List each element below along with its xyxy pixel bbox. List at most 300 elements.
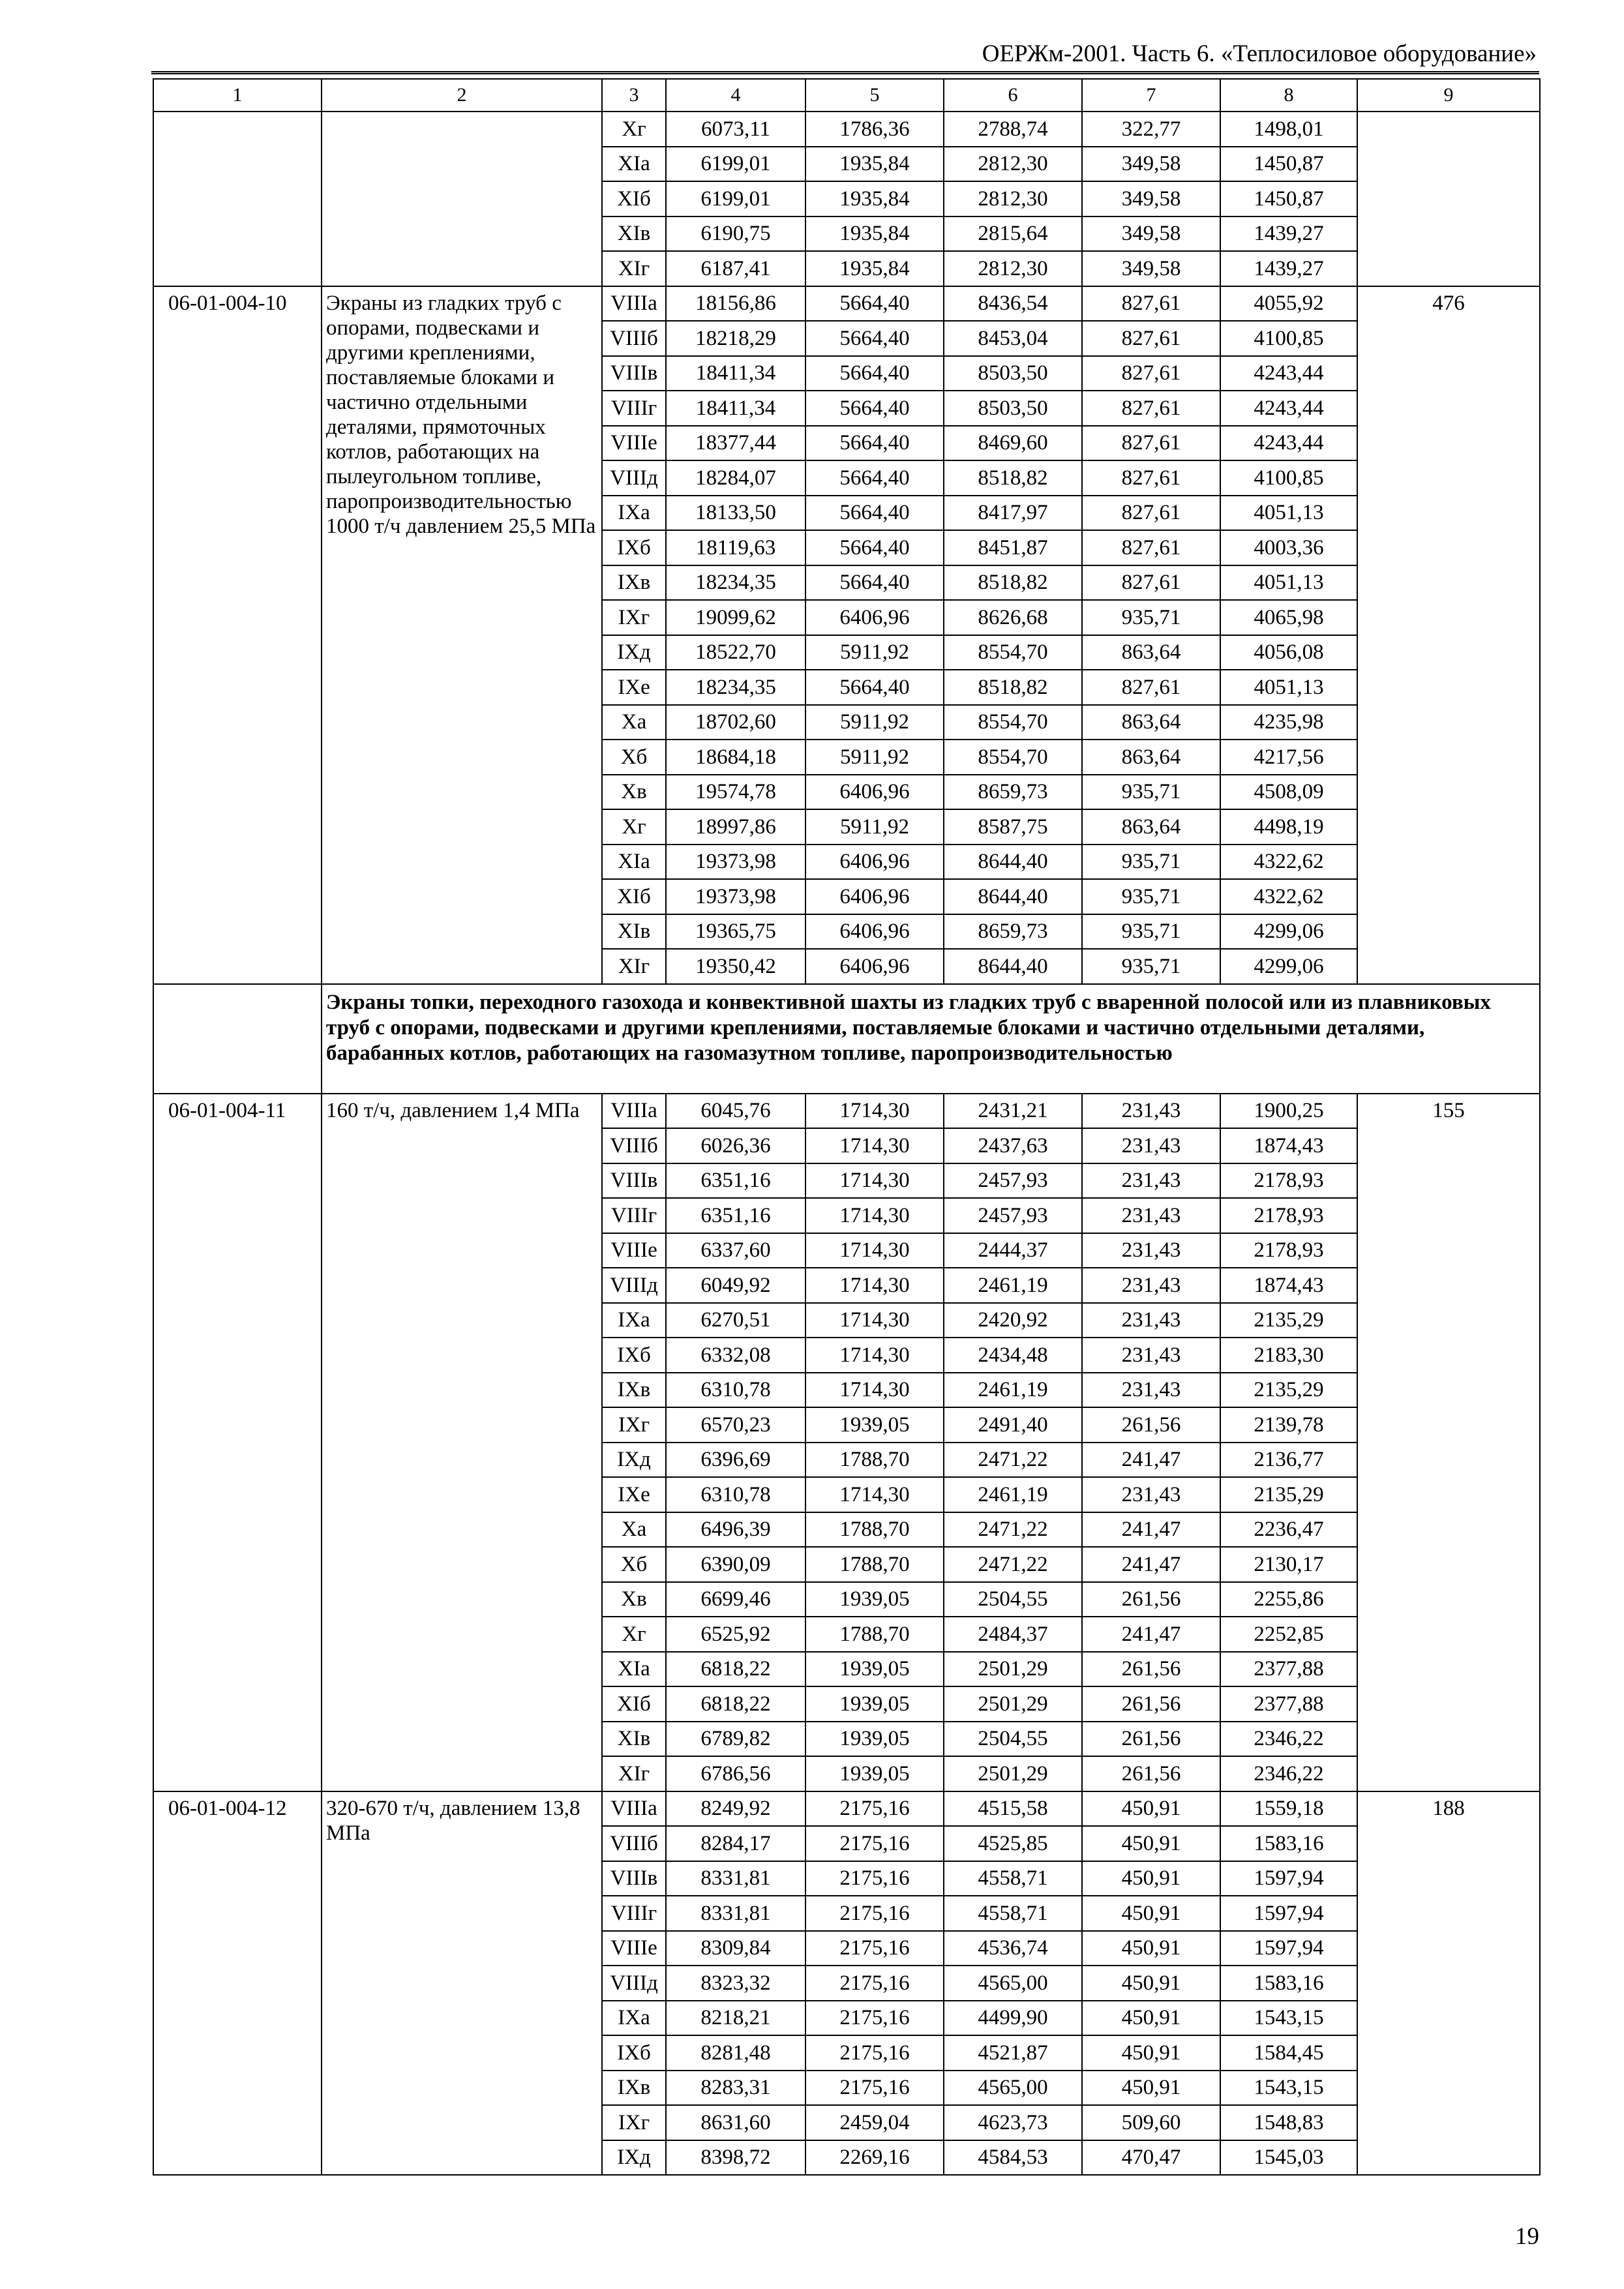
value-cell: 1714,30	[805, 1268, 944, 1303]
value-cell: 6406,96	[805, 914, 944, 950]
value-cell: 827,61	[1082, 565, 1220, 601]
zone-cell: IXб	[602, 2035, 666, 2071]
value-cell: 5664,40	[805, 426, 944, 461]
value-cell: 1939,05	[805, 1407, 944, 1443]
value-cell: 2420,92	[944, 1303, 1082, 1338]
value-cell: 8503,50	[944, 391, 1082, 426]
value-cell: 8281,48	[666, 2035, 805, 2071]
value-cell: 1786,36	[805, 112, 944, 147]
value-cell: 2178,93	[1220, 1198, 1357, 1233]
zone-cell: IXв	[602, 1373, 666, 1408]
value-cell: 1788,70	[805, 1617, 944, 1652]
value-cell: 4100,85	[1220, 321, 1357, 356]
value-cell: 1939,05	[805, 1686, 944, 1722]
value-cell: 6406,96	[805, 879, 944, 914]
zone-cell: XIб	[602, 181, 666, 217]
zone-cell: IXe	[602, 1477, 666, 1512]
value-cell: 2346,22	[1220, 1756, 1357, 1791]
value-cell: 450,91	[1082, 1966, 1220, 2001]
value-cell: 1450,87	[1220, 147, 1357, 182]
value-cell: 1498,01	[1220, 112, 1357, 147]
value-cell: 450,91	[1082, 1931, 1220, 1966]
value-cell: 2501,29	[944, 1652, 1082, 1687]
value-cell: 6406,96	[805, 845, 944, 880]
page-header	[151, 38, 1539, 74]
item-code	[153, 112, 322, 286]
value-cell: 2178,93	[1220, 1163, 1357, 1199]
value-cell: 231,43	[1082, 1338, 1220, 1373]
item-total: 155	[1357, 1094, 1540, 1791]
value-cell: 5911,92	[805, 705, 944, 740]
zone-cell: VIIIa	[602, 286, 666, 322]
value-cell: 2471,22	[944, 1443, 1082, 1478]
value-cell: 18684,18	[666, 740, 805, 775]
value-cell: 1935,84	[805, 217, 944, 252]
value-cell: 2461,19	[944, 1268, 1082, 1303]
value-cell: 4623,73	[944, 2105, 1082, 2140]
zone-cell: IXг	[602, 2105, 666, 2140]
value-cell: 4565,00	[944, 2071, 1082, 2106]
zone-cell: VIIIб	[602, 1826, 666, 1861]
value-cell: 6786,56	[666, 1756, 805, 1791]
value-cell: 2175,16	[805, 1896, 944, 1931]
table-body	[153, 79, 1540, 2175]
column-number: 8	[1220, 79, 1357, 112]
value-cell: 1714,30	[805, 1198, 944, 1233]
value-cell: 231,43	[1082, 1268, 1220, 1303]
value-cell: 5911,92	[805, 635, 944, 670]
value-cell: 6073,11	[666, 112, 805, 147]
page-number: 19	[1515, 2223, 1539, 2250]
zone-cell: Xг	[602, 809, 666, 845]
value-cell: 1543,15	[1220, 2071, 1357, 2106]
value-cell: 5664,40	[805, 565, 944, 601]
value-cell: 2175,16	[805, 1861, 944, 1896]
value-cell: 261,56	[1082, 1407, 1220, 1443]
value-cell: 5911,92	[805, 809, 944, 845]
value-cell: 6310,78	[666, 1373, 805, 1408]
value-cell: 6337,60	[666, 1233, 805, 1268]
value-cell: 8518,82	[944, 460, 1082, 496]
value-cell: 6187,41	[666, 251, 805, 286]
value-cell: 6310,78	[666, 1477, 805, 1512]
value-cell: 18119,63	[666, 530, 805, 565]
value-cell: 863,64	[1082, 635, 1220, 670]
value-cell: 349,58	[1082, 181, 1220, 217]
value-cell: 4525,85	[944, 1826, 1082, 1861]
value-cell: 6390,09	[666, 1547, 805, 1582]
value-cell: 2815,64	[944, 217, 1082, 252]
value-cell: 1939,05	[805, 1756, 944, 1791]
value-cell: 19099,62	[666, 600, 805, 635]
value-cell: 349,58	[1082, 147, 1220, 182]
value-cell: 2255,86	[1220, 1582, 1357, 1617]
zone-cell: VIIIв	[602, 1163, 666, 1199]
value-cell: 1874,43	[1220, 1128, 1357, 1163]
zone-cell: Xг	[602, 1617, 666, 1652]
value-cell: 2461,19	[944, 1373, 1082, 1408]
value-cell: 4051,13	[1220, 670, 1357, 705]
value-cell: 2346,22	[1220, 1722, 1357, 1757]
value-cell: 349,58	[1082, 251, 1220, 286]
value-cell: 18522,70	[666, 635, 805, 670]
value-cell: 1597,94	[1220, 1896, 1357, 1931]
value-cell: 2236,47	[1220, 1512, 1357, 1548]
value-cell: 2178,93	[1220, 1233, 1357, 1268]
value-cell: 261,56	[1082, 1756, 1220, 1791]
value-cell: 8249,92	[666, 1791, 805, 1827]
value-cell: 5664,40	[805, 460, 944, 496]
column-number: 6	[944, 79, 1082, 112]
value-cell: 322,77	[1082, 112, 1220, 147]
value-cell: 6351,16	[666, 1163, 805, 1199]
value-cell: 1439,27	[1220, 251, 1357, 286]
value-cell: 1900,25	[1220, 1094, 1357, 1129]
value-cell: 2471,22	[944, 1547, 1082, 1582]
value-cell: 8626,68	[944, 600, 1082, 635]
value-cell: 1939,05	[805, 1722, 944, 1757]
value-cell: 1788,70	[805, 1547, 944, 1582]
value-cell: 4536,74	[944, 1931, 1082, 1966]
table-row	[153, 1791, 1540, 1827]
value-cell: 4558,71	[944, 1861, 1082, 1896]
value-cell: 8453,04	[944, 321, 1082, 356]
section-spacer	[153, 984, 322, 1094]
value-cell: 261,56	[1082, 1722, 1220, 1757]
value-cell: 4499,90	[944, 2001, 1082, 2036]
value-cell: 4322,62	[1220, 879, 1357, 914]
column-number: 1	[153, 79, 322, 112]
value-cell: 1583,16	[1220, 1966, 1357, 2001]
value-cell: 4243,44	[1220, 356, 1357, 391]
value-cell: 2175,16	[805, 2001, 944, 2036]
value-cell: 2135,29	[1220, 1477, 1357, 1512]
value-cell: 18411,34	[666, 391, 805, 426]
value-cell: 6332,08	[666, 1338, 805, 1373]
value-cell: 6190,75	[666, 217, 805, 252]
value-cell: 5664,40	[805, 286, 944, 322]
value-cell: 8451,87	[944, 530, 1082, 565]
value-cell: 2812,30	[944, 181, 1082, 217]
value-cell: 19574,78	[666, 775, 805, 810]
zone-cell: VIIIe	[602, 1233, 666, 1268]
value-cell: 2788,74	[944, 112, 1082, 147]
value-cell: 8398,72	[666, 2140, 805, 2176]
value-cell: 4235,98	[1220, 705, 1357, 740]
zone-cell: VIIIб	[602, 321, 666, 356]
value-cell: 6049,92	[666, 1268, 805, 1303]
table-row	[153, 286, 1540, 322]
value-cell: 1874,43	[1220, 1268, 1357, 1303]
zone-cell: Xб	[602, 1547, 666, 1582]
zone-cell: XIa	[602, 147, 666, 182]
zone-cell: IXa	[602, 1303, 666, 1338]
zone-cell: VIIIг	[602, 1198, 666, 1233]
value-cell: 5664,40	[805, 496, 944, 531]
zone-cell: IXд	[602, 1443, 666, 1478]
value-cell: 6199,01	[666, 181, 805, 217]
value-cell: 827,61	[1082, 460, 1220, 496]
value-cell: 2175,16	[805, 1826, 944, 1861]
value-cell: 2484,37	[944, 1617, 1082, 1652]
value-cell: 18997,86	[666, 809, 805, 845]
value-cell: 8283,31	[666, 2071, 805, 2106]
value-cell: 8587,75	[944, 809, 1082, 845]
value-cell: 4243,44	[1220, 426, 1357, 461]
value-cell: 1714,30	[805, 1373, 944, 1408]
value-cell: 450,91	[1082, 2071, 1220, 2106]
value-cell: 6270,51	[666, 1303, 805, 1338]
value-cell: 2252,85	[1220, 1617, 1357, 1652]
value-cell: 5664,40	[805, 356, 944, 391]
value-cell: 5664,40	[805, 391, 944, 426]
column-number: 9	[1357, 79, 1540, 112]
value-cell: 231,43	[1082, 1198, 1220, 1233]
value-cell: 231,43	[1082, 1477, 1220, 1512]
column-number-row	[153, 79, 1540, 112]
value-cell: 4498,19	[1220, 809, 1357, 845]
value-cell: 2434,48	[944, 1338, 1082, 1373]
value-cell: 6818,22	[666, 1652, 805, 1687]
value-cell: 241,47	[1082, 1617, 1220, 1652]
value-cell: 1597,94	[1220, 1931, 1357, 1966]
item-total: 188	[1357, 1791, 1540, 2176]
value-cell: 8631,60	[666, 2105, 805, 2140]
value-cell: 935,71	[1082, 775, 1220, 810]
value-cell: 863,64	[1082, 705, 1220, 740]
column-number: 2	[322, 79, 602, 112]
zone-cell: IXг	[602, 600, 666, 635]
value-cell: 2139,78	[1220, 1407, 1357, 1443]
value-cell: 19365,75	[666, 914, 805, 950]
value-cell: 2471,22	[944, 1512, 1082, 1548]
value-cell: 2175,16	[805, 1931, 944, 1966]
zone-cell: Xa	[602, 705, 666, 740]
value-cell: 8309,84	[666, 1931, 805, 1966]
zone-cell: IXe	[602, 670, 666, 705]
value-cell: 1788,70	[805, 1443, 944, 1478]
value-cell: 827,61	[1082, 286, 1220, 322]
zone-cell: IXa	[602, 2001, 666, 2036]
zone-cell: XIa	[602, 845, 666, 880]
value-cell: 231,43	[1082, 1128, 1220, 1163]
value-cell: 8417,97	[944, 496, 1082, 531]
value-cell: 18133,50	[666, 496, 805, 531]
value-cell: 2130,17	[1220, 1547, 1357, 1582]
zone-cell: IXг	[602, 1407, 666, 1443]
value-cell: 2135,29	[1220, 1303, 1357, 1338]
value-cell: 2175,16	[805, 1966, 944, 2001]
item-total	[1357, 112, 1540, 286]
value-cell: 1788,70	[805, 1512, 944, 1548]
zone-cell: XIб	[602, 879, 666, 914]
value-cell: 2491,40	[944, 1407, 1082, 1443]
value-cell: 5911,92	[805, 740, 944, 775]
section-row	[153, 984, 1540, 1094]
value-cell: 827,61	[1082, 321, 1220, 356]
value-cell: 2136,77	[1220, 1443, 1357, 1478]
column-number: 7	[1082, 79, 1220, 112]
zone-cell: XIв	[602, 914, 666, 950]
value-cell: 2812,30	[944, 251, 1082, 286]
value-cell: 1583,16	[1220, 1826, 1357, 1861]
value-cell: 6570,23	[666, 1407, 805, 1443]
value-cell: 6525,92	[666, 1617, 805, 1652]
value-cell: 19350,42	[666, 949, 805, 984]
value-cell: 231,43	[1082, 1303, 1220, 1338]
value-cell: 450,91	[1082, 1826, 1220, 1861]
zone-cell: VIIIв	[602, 356, 666, 391]
value-cell: 4243,44	[1220, 391, 1357, 426]
value-cell: 8218,21	[666, 2001, 805, 2036]
zone-cell: VIIIг	[602, 391, 666, 426]
value-cell: 231,43	[1082, 1163, 1220, 1199]
value-cell: 4558,71	[944, 1896, 1082, 1931]
zone-cell: XIa	[602, 1652, 666, 1687]
value-cell: 1939,05	[805, 1582, 944, 1617]
value-cell: 1559,18	[1220, 1791, 1357, 1827]
value-cell: 2175,16	[805, 2071, 944, 2106]
value-cell: 2812,30	[944, 147, 1082, 182]
value-cell: 8331,81	[666, 1896, 805, 1931]
value-cell: 18218,29	[666, 321, 805, 356]
item-total: 476	[1357, 286, 1540, 984]
zone-cell: IXв	[602, 565, 666, 601]
value-cell: 6406,96	[805, 775, 944, 810]
value-cell: 2461,19	[944, 1477, 1082, 1512]
zone-cell: VIIIe	[602, 1931, 666, 1966]
value-cell: 863,64	[1082, 809, 1220, 845]
item-description: Экраны из гладких труб с опорами, подвесками и другими креплениями, поставляемые блоками и частично отдельными деталями, прямоточных котлов, работающих на пылеугольном топливе, паропроизводительностью 1000 т/ч давлением 25,5 МПа	[322, 286, 602, 984]
section-title: Экраны топки, переходного газохода и конвективной шахты из гладких труб с вваренной полосой или из плавниковых труб с опорами, подвесками и другими креплениями, поставляемые блоками и частично отдельными деталями, барабанных котлов, работающих на газомазутном топливе, паропроизводительностью	[322, 984, 1540, 1094]
value-cell: 509,60	[1082, 2105, 1220, 2140]
value-cell: 5664,40	[805, 670, 944, 705]
value-cell: 1548,83	[1220, 2105, 1357, 2140]
zone-cell: Xв	[602, 775, 666, 810]
value-cell: 1714,30	[805, 1233, 944, 1268]
value-cell: 18702,60	[666, 705, 805, 740]
value-cell: 827,61	[1082, 670, 1220, 705]
zone-cell: XIб	[602, 1686, 666, 1722]
value-cell: 4065,98	[1220, 600, 1357, 635]
value-cell: 8469,60	[944, 426, 1082, 461]
value-cell: 2431,21	[944, 1094, 1082, 1129]
value-cell: 2457,93	[944, 1163, 1082, 1199]
item-code: 06-01-004-12	[153, 1791, 322, 2176]
value-cell: 1939,05	[805, 1652, 944, 1687]
value-cell: 4508,09	[1220, 775, 1357, 810]
value-cell: 1714,30	[805, 1338, 944, 1373]
value-cell: 8659,73	[944, 775, 1082, 810]
value-cell: 6045,76	[666, 1094, 805, 1129]
value-cell: 1714,30	[805, 1128, 944, 1163]
value-cell: 4565,00	[944, 1966, 1082, 2001]
item-code: 06-01-004-11	[153, 1094, 322, 1791]
value-cell: 827,61	[1082, 391, 1220, 426]
value-cell: 231,43	[1082, 1233, 1220, 1268]
value-cell: 261,56	[1082, 1582, 1220, 1617]
zone-cell: VIIIa	[602, 1791, 666, 1827]
value-cell: 2175,16	[805, 1791, 944, 1827]
value-cell: 6406,96	[805, 949, 944, 984]
value-cell: 8644,40	[944, 949, 1082, 984]
value-cell: 231,43	[1082, 1094, 1220, 1129]
value-cell: 4584,53	[944, 2140, 1082, 2176]
value-cell: 18234,35	[666, 670, 805, 705]
value-cell: 8331,81	[666, 1861, 805, 1896]
value-cell: 2377,88	[1220, 1686, 1357, 1722]
value-cell: 4521,87	[944, 2035, 1082, 2071]
value-cell: 4100,85	[1220, 460, 1357, 496]
zone-cell: VIIIe	[602, 426, 666, 461]
value-cell: 8554,70	[944, 740, 1082, 775]
value-cell: 827,61	[1082, 356, 1220, 391]
value-cell: 8518,82	[944, 670, 1082, 705]
zone-cell: XIв	[602, 1722, 666, 1757]
value-cell: 6026,36	[666, 1128, 805, 1163]
value-cell: 2459,04	[805, 2105, 944, 2140]
zone-cell: Xг	[602, 112, 666, 147]
value-cell: 1543,15	[1220, 2001, 1357, 2036]
value-cell: 4299,06	[1220, 949, 1357, 984]
value-cell: 2437,63	[944, 1128, 1082, 1163]
zone-cell: XIв	[602, 217, 666, 252]
zone-cell: VIIIг	[602, 1896, 666, 1931]
table-row	[153, 1094, 1540, 1129]
value-cell: 935,71	[1082, 600, 1220, 635]
value-cell: 2457,93	[944, 1198, 1082, 1233]
value-cell: 8659,73	[944, 914, 1082, 950]
value-cell: 827,61	[1082, 496, 1220, 531]
zone-cell: IXa	[602, 496, 666, 531]
value-cell: 2269,16	[805, 2140, 944, 2176]
value-cell: 863,64	[1082, 740, 1220, 775]
zone-cell: VIIIa	[602, 1094, 666, 1129]
value-cell: 4299,06	[1220, 914, 1357, 950]
value-cell: 4003,36	[1220, 530, 1357, 565]
value-cell: 935,71	[1082, 845, 1220, 880]
zone-cell: XIг	[602, 949, 666, 984]
zone-cell: VIIIв	[602, 1861, 666, 1896]
value-cell: 450,91	[1082, 2035, 1220, 2071]
value-cell: 241,47	[1082, 1512, 1220, 1548]
value-cell: 6199,01	[666, 147, 805, 182]
table-row	[153, 112, 1540, 147]
value-cell: 18156,86	[666, 286, 805, 322]
item-description	[322, 112, 602, 286]
value-cell: 827,61	[1082, 426, 1220, 461]
value-cell: 6699,46	[666, 1582, 805, 1617]
value-cell: 1714,30	[805, 1477, 944, 1512]
zone-cell: IXд	[602, 2140, 666, 2176]
value-cell: 2135,29	[1220, 1373, 1357, 1408]
value-cell: 6406,96	[805, 600, 944, 635]
zone-cell: Xв	[602, 1582, 666, 1617]
zone-cell: XIг	[602, 251, 666, 286]
value-cell: 4051,13	[1220, 496, 1357, 531]
value-cell: 18377,44	[666, 426, 805, 461]
value-cell: 4051,13	[1220, 565, 1357, 601]
value-cell: 6818,22	[666, 1686, 805, 1722]
value-cell: 935,71	[1082, 949, 1220, 984]
value-cell: 231,43	[1082, 1373, 1220, 1408]
value-cell: 450,91	[1082, 2001, 1220, 2036]
zone-cell: Xб	[602, 740, 666, 775]
value-cell: 8503,50	[944, 356, 1082, 391]
value-cell: 4055,92	[1220, 286, 1357, 322]
zone-cell: XIг	[602, 1756, 666, 1791]
item-description: 320-670 т/ч, давлением 13,8 МПа	[322, 1791, 602, 2176]
